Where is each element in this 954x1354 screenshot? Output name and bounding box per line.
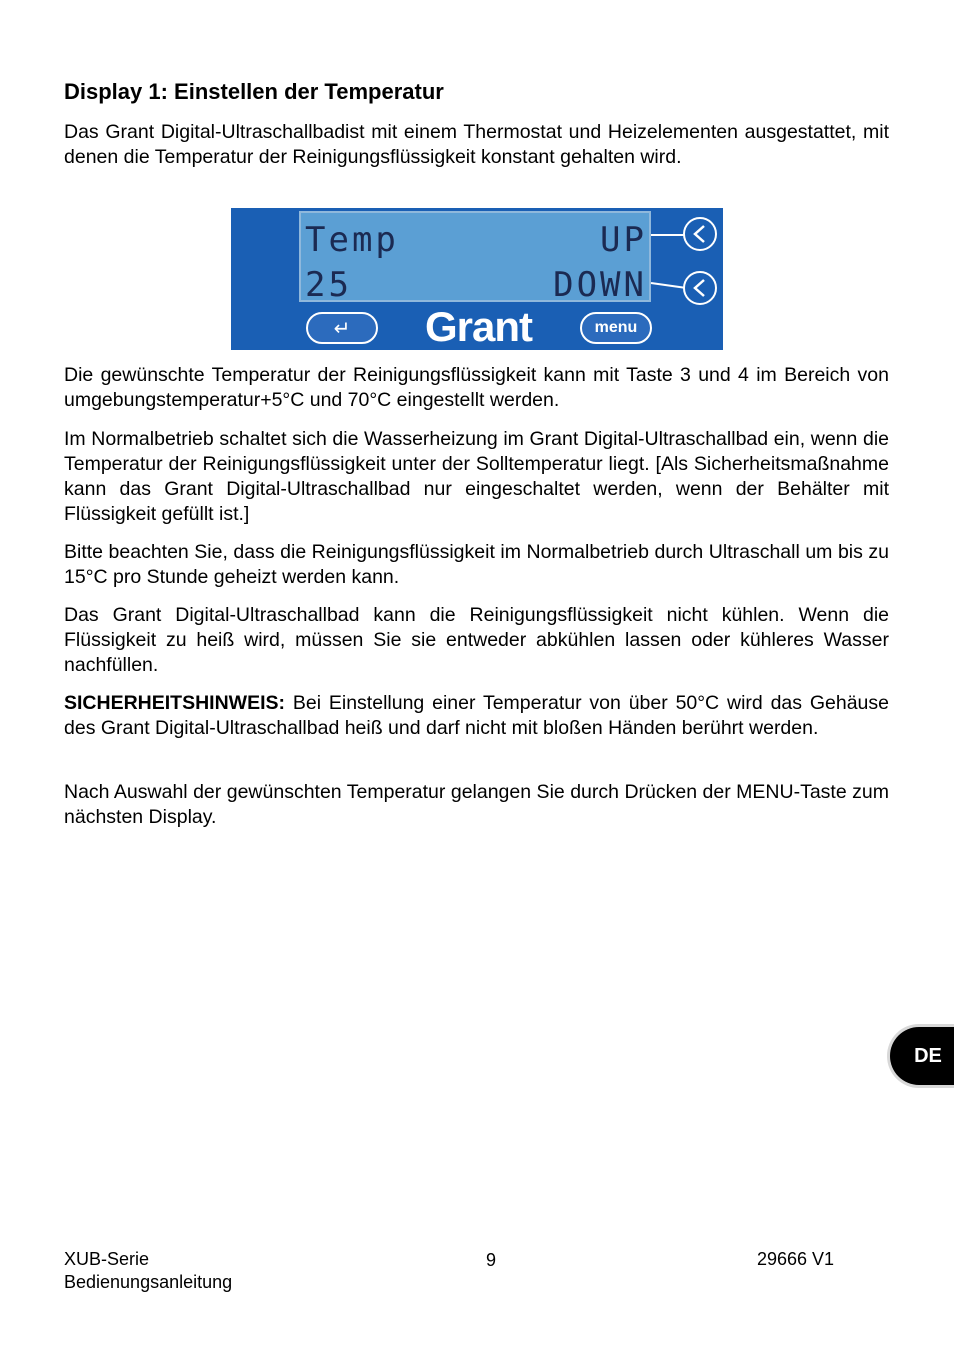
intro-paragraph: Das Grant Digital-Ultraschallbadist mit einem Thermostat und Heizelementen ausgestattet, mit denen die Temperatur der Reinigungsflüssigkeit konstant gehalten wird.: [64, 121, 889, 168]
lcd-screen: [299, 211, 651, 305]
lcd-line2-left: 25: [305, 265, 352, 305]
lcd-line2-right: DOWN: [553, 265, 647, 305]
footer-doc-id: 29666 V1: [757, 1249, 835, 1269]
paragraph-cooling: Das Grant Digital-Ultraschallbad kann die Reinigungsflüssigkeit nicht kühlen. Wenn die Flüssigkeit zu heiß wird, müssen Sie sie entweder abkühlen lassen oder kühleres Wasser nachfüllen.: [64, 604, 889, 676]
safety-note: [64, 691, 889, 741]
safety-label: SICHERHEITSHINWEIS:: [64, 692, 286, 714]
footer-series: XUB-Serie: [64, 1249, 150, 1269]
language-tab: DE: [890, 1027, 954, 1085]
chevron-left-icon: [685, 219, 715, 249]
footer-manual: Bedienungsanleitung: [64, 1272, 233, 1292]
enter-icon: ↵: [333, 316, 351, 340]
lcd-line1-right: UP: [600, 220, 647, 260]
enter-button[interactable]: [306, 312, 378, 344]
down-lead-line: [651, 282, 685, 289]
paragraph-ultrasonic-heating: Bitte beachten Sie, dass die Reinigungsflüssigkeit im Normalbetrieb durch Ultraschall um bis zu 15°C pro Stunde geheizt werden kann.: [64, 541, 889, 588]
section-heading: Display 1: Einstellen der Temperatur: [64, 79, 444, 104]
up-lead-line: [651, 234, 685, 236]
down-button[interactable]: [683, 271, 717, 305]
device-control-panel: [231, 208, 723, 350]
menu-button-label: menu: [594, 319, 638, 336]
paragraph-heater-operation: Im Normalbetrieb schaltet sich die Wasserheizung im Grant Digital-Ultraschallbad ein, wenn die Temperatur der Reinigungsflüssigkeit unter der Solltemperatur liegt. [Als Sicherheitsmaßnahme kann das Grant Digital-Ultraschallbad nur eingeschaltet werden, wenn der Behälter mit Flüssigkeit gefüllt ist.]: [64, 428, 889, 525]
menu-button[interactable]: [580, 312, 652, 344]
lcd-line1-left: Temp: [305, 220, 399, 260]
safety-text: Bei Einstellung einer Temperatur von über 50°C wird das Gehäuse des Grant Digital-Ultraschallbad heiß und darf nicht mit bloßen Händen berührt werden.: [64, 692, 889, 739]
footer-page-number: 9: [486, 1250, 497, 1270]
grant-logo: Grant: [425, 303, 533, 350]
up-button[interactable]: [683, 217, 717, 251]
closing-paragraph: Nach Auswahl der gewünschten Temperatur gelangen Sie durch Drücken der MENU-Taste zum nächsten Display.: [64, 781, 889, 828]
chevron-left-icon: [685, 273, 715, 303]
paragraph-temperature-range: Die gewünschte Temperatur der Reinigungsflüssigkeit kann mit Taste 3 und 4 im Bereich von umgebungstemperatur+5°C und 70°C eingestellt werden.: [64, 364, 889, 411]
